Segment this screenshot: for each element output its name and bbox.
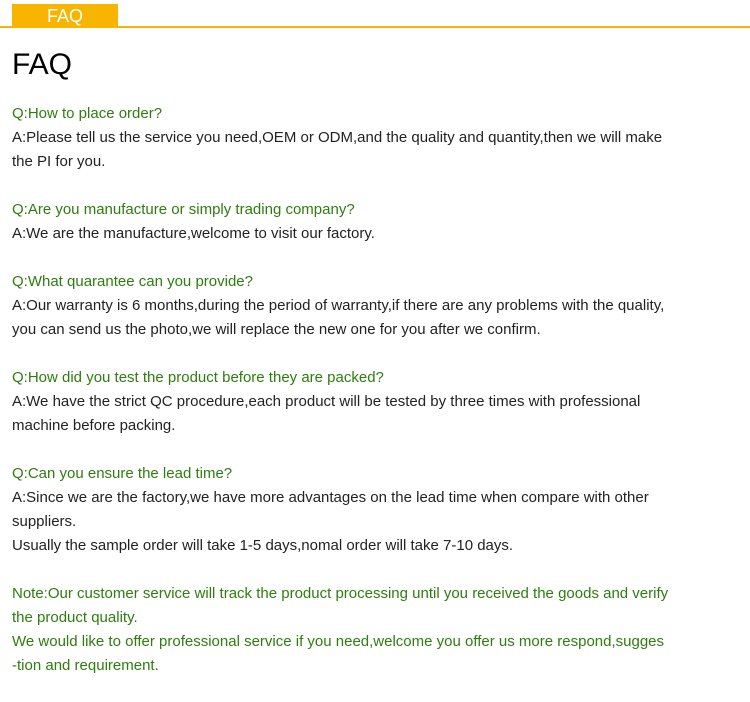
note-line: the product quality.: [12, 609, 138, 626]
section-tab-bar: [0, 0, 750, 28]
faq-item-testing: [12, 366, 738, 438]
note-line: Note:Our customer service will track the product processing until you received the goods and verify: [12, 585, 669, 602]
faq-content: [12, 102, 738, 702]
faq-answer-line: Usually the sample order will take 1-5 days,nomal order will take 7-10 days.: [12, 537, 514, 554]
faq-question: Q:What quarantee can you provide?: [12, 273, 253, 290]
faq-note: [12, 582, 738, 678]
page-title: FAQ: [12, 48, 73, 81]
faq-answer-line: machine before packing.: [12, 417, 176, 434]
faq-answer-line: suppliers.: [12, 513, 77, 530]
faq-item-guarantee: [12, 270, 738, 342]
note-line: -tion and requirement.: [12, 657, 159, 674]
faq-answer-line: you can send us the photo,we will replace the new one for you after we confirm.: [12, 321, 541, 338]
faq-answer-line: A:Please tell us the service you need,OEM or ODM,and the quality and quantity,then we will make: [12, 129, 663, 146]
faq-answer-line: A:Since we are the factory,we have more advantages on the lead time when compare with other: [12, 489, 649, 506]
tab-divider: [0, 26, 750, 28]
note-line: We would like to offer professional service if you need,welcome you offer us more respond,sugges: [12, 633, 665, 650]
faq-item-lead-time: [12, 462, 738, 558]
faq-question: Q:How to place order?: [12, 105, 163, 122]
faq-question: Q:Can you ensure the lead time?: [12, 465, 233, 482]
faq-item-manufacturer: [12, 198, 738, 246]
faq-answer-line: the PI for you.: [12, 153, 106, 170]
faq-answer-line: A:We have the strict QC procedure,each product will be tested by three times with professional: [12, 393, 641, 410]
faq-question: Q:Are you manufacture or simply trading company?: [12, 201, 355, 218]
faq-answer-line: A:Our warranty is 6 months,during the period of warranty,if there are any problems with the quality,: [12, 297, 665, 314]
faq-item-place-order: [12, 102, 738, 174]
faq-answer-line: A:We are the manufacture,welcome to visit our factory.: [12, 225, 375, 242]
faq-question: Q:How did you test the product before they are packed?: [12, 369, 384, 386]
faq-tab: FAQ: [12, 4, 118, 28]
